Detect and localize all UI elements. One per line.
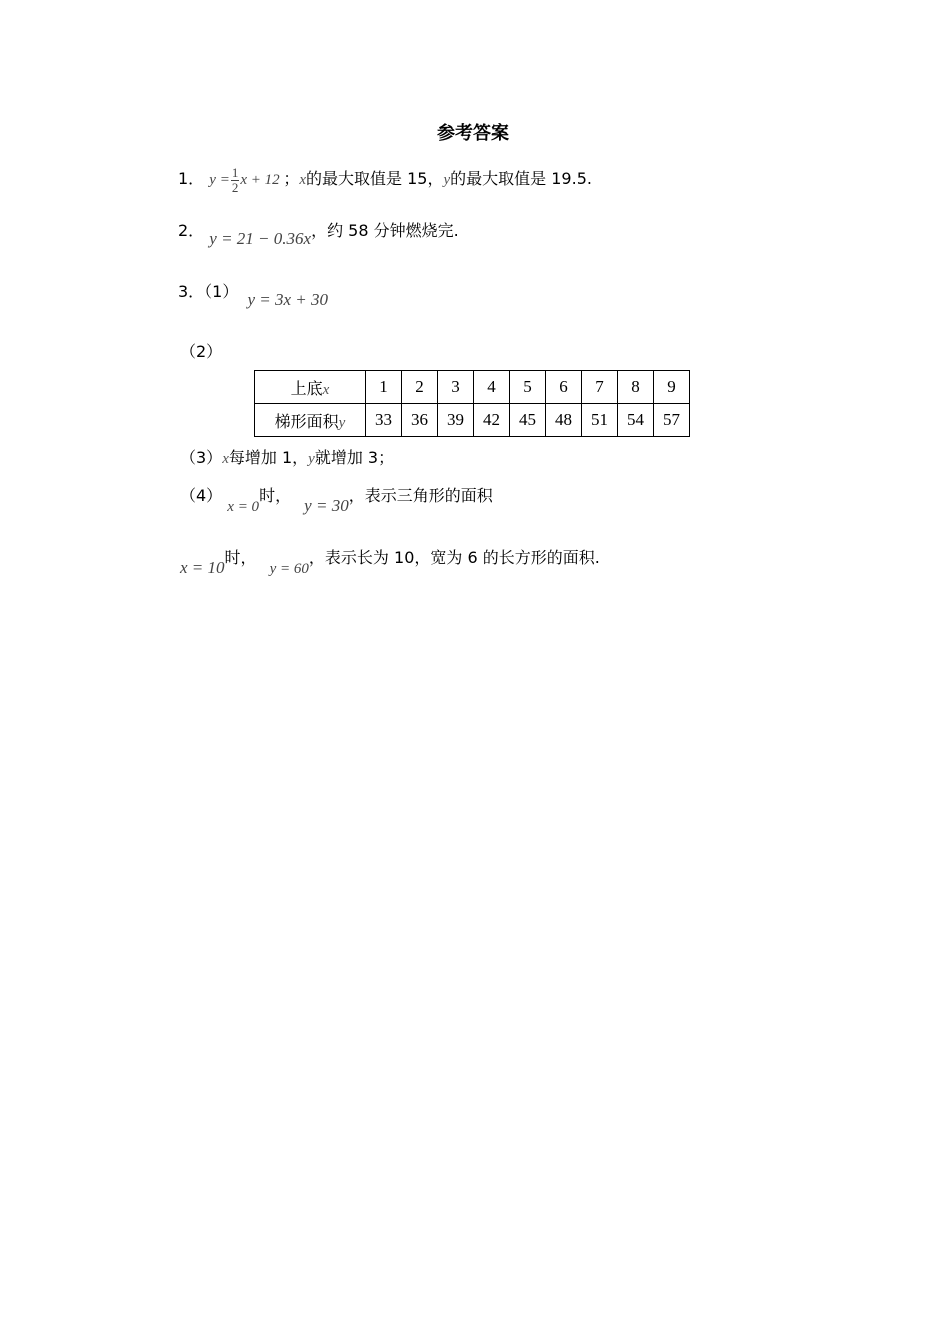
q2-text: ，约 58 分钟燃烧完.: [311, 221, 459, 240]
table-cell: 36: [402, 404, 438, 437]
q2-equation: y = 21 − 0.36x: [209, 229, 312, 248]
table-row: [255, 404, 690, 437]
table-cell: 54: [618, 404, 654, 437]
q3-part3-label: （3）: [180, 448, 223, 467]
line-eq1: x = 10: [180, 558, 225, 577]
row1-var: x: [322, 381, 330, 398]
q1-var-y: y: [443, 172, 451, 188]
q1-equation: [209, 165, 283, 196]
line-text-b: ，表示长为 10，宽为 6 的长方形的面积.: [308, 548, 600, 567]
q3-number: 3．（1）: [178, 282, 239, 301]
q1-sep: ；: [283, 169, 300, 188]
q2-number: 2．: [178, 221, 205, 240]
q2-line: [178, 218, 459, 248]
q1-frac-den: 2: [231, 180, 239, 196]
table-cell: 33: [366, 404, 402, 437]
q1-frac-num: 1: [231, 165, 239, 181]
table-cell: 3: [438, 371, 474, 404]
q3-part4-continuation: [180, 545, 600, 577]
row2-header: [255, 404, 366, 437]
q3-part2-label: （2）: [180, 342, 223, 361]
q3-part3-var-y: y: [308, 451, 315, 467]
q1-var-x: x: [299, 172, 307, 188]
table-cell: 9: [654, 371, 690, 404]
table-cell: 57: [654, 404, 690, 437]
q3-equation: y = 3x + 30: [247, 290, 329, 309]
line-text-a: 时，: [224, 548, 257, 567]
q1-text-b: 的最大取值是 19.5.: [450, 169, 592, 188]
q3-part4-text-a: 时，: [259, 486, 292, 505]
row2-var: y: [338, 414, 346, 431]
table-cell: 1: [366, 371, 402, 404]
q3-part4-eq1: x = 0: [227, 499, 260, 515]
table-cell: 42: [474, 404, 510, 437]
table-cell: 8: [618, 371, 654, 404]
q3-part3-text-b: 就增加 3；: [314, 448, 395, 467]
q1-number: 1．: [178, 169, 205, 188]
q3-part3-line: [180, 445, 394, 468]
table-cell: 6: [546, 371, 582, 404]
line-eq2: y = 60: [269, 561, 309, 577]
page-title: 参考答案: [437, 123, 509, 144]
table-cell: 51: [582, 404, 618, 437]
q3-part3-text-a: 每增加 1，: [228, 448, 309, 467]
q1-text-a: 的最大取值是 15，: [306, 169, 444, 188]
q3-part4-line: [180, 483, 493, 515]
table-cell: 7: [582, 371, 618, 404]
row2-label: 梯形面积: [274, 411, 339, 431]
q3-part4-eq2: y = 30: [304, 496, 349, 515]
q1-eq-lhs: y =: [209, 172, 230, 188]
data-table: [254, 370, 690, 437]
q3-part1-line: [178, 279, 329, 309]
table-cell: 4: [474, 371, 510, 404]
q3-part4-text-b: ，表示三角形的面积: [348, 486, 493, 505]
table-cell: 5: [510, 371, 546, 404]
q3-part3-var-x: x: [222, 451, 229, 467]
q1-line: [178, 166, 592, 195]
table-cell: 45: [510, 404, 546, 437]
q1-eq-rhs: x + 12: [240, 172, 280, 188]
q3-part4-label: （4）: [180, 486, 223, 505]
table-cell: 48: [546, 404, 582, 437]
table-cell: 39: [438, 404, 474, 437]
row1-header: [255, 371, 366, 404]
table-row: [255, 371, 690, 404]
table-cell: 2: [402, 371, 438, 404]
q1-fraction: [231, 166, 240, 194]
row1-label: 上底: [290, 378, 323, 398]
